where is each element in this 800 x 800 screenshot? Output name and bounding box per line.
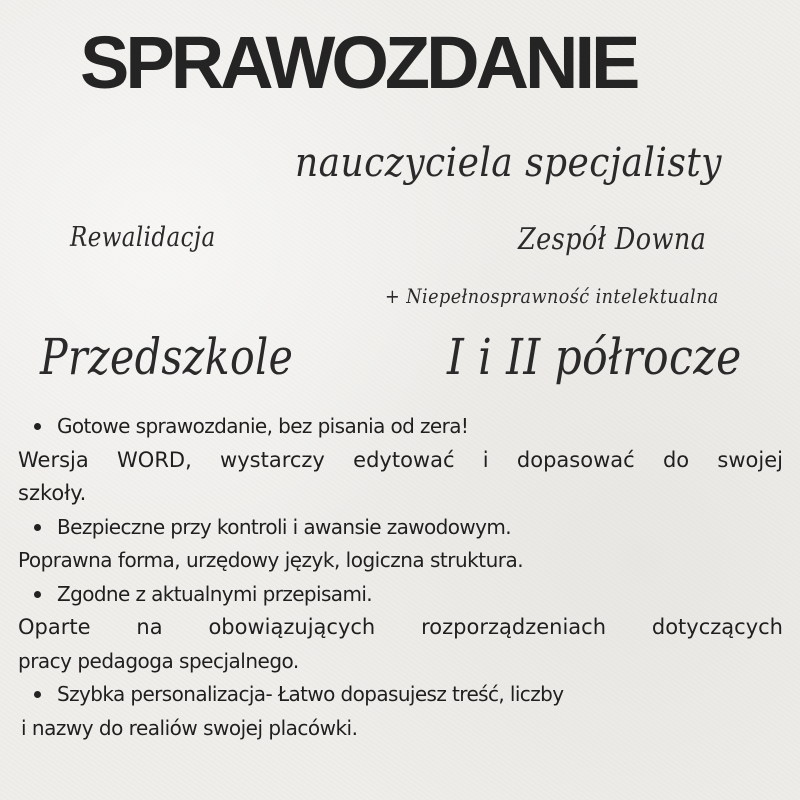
bullet-icon — [34, 591, 41, 598]
feature-headline: Gotowe sprawozdanie, bez pisania od zera! — [18, 410, 783, 444]
feature-description: pracy pedagoga specjalnego. — [18, 648, 299, 673]
bullet-icon — [34, 524, 41, 531]
feature-headline: Szybka personalizacja- Łatwo dopasujesz treść, liczby — [18, 678, 783, 712]
bullet-icon — [34, 691, 41, 698]
tag-niepelnosprawnosc: + Niepełnosprawność intelektualna — [385, 284, 719, 308]
tag-zespol-downa: Zespół Downa — [518, 222, 707, 257]
page-title: SPRAWOZDANIE — [80, 21, 637, 104]
tag-polrocze: I i II półrocze — [447, 328, 742, 386]
feature-headline: Zgodne z aktualnymi przepisami. — [18, 578, 783, 612]
feature-description: Oparte na obowiązujących rozporządzeniach dotyczących — [18, 615, 783, 639]
tag-rewalidacja: Rewalidacja — [70, 222, 216, 253]
bullet-icon — [34, 423, 41, 430]
tag-przedszkole: Przedszkole — [40, 328, 294, 386]
feature-description: i nazwy do realiów swojej placówki. — [21, 715, 358, 740]
feature-description: Poprawna forma, urzędowy język, logiczna struktura. — [18, 548, 524, 572]
features-list — [18, 410, 783, 745]
subtitle: nauczyciela specjalisty — [295, 140, 722, 186]
feature-description: szkoły. — [18, 481, 87, 505]
feature-headline: Bezpieczne przy kontroli i awansie zawodowym. — [18, 511, 783, 545]
feature-description: Wersja WORD, wystarczy edytować i dopasować do swojej — [18, 447, 783, 472]
